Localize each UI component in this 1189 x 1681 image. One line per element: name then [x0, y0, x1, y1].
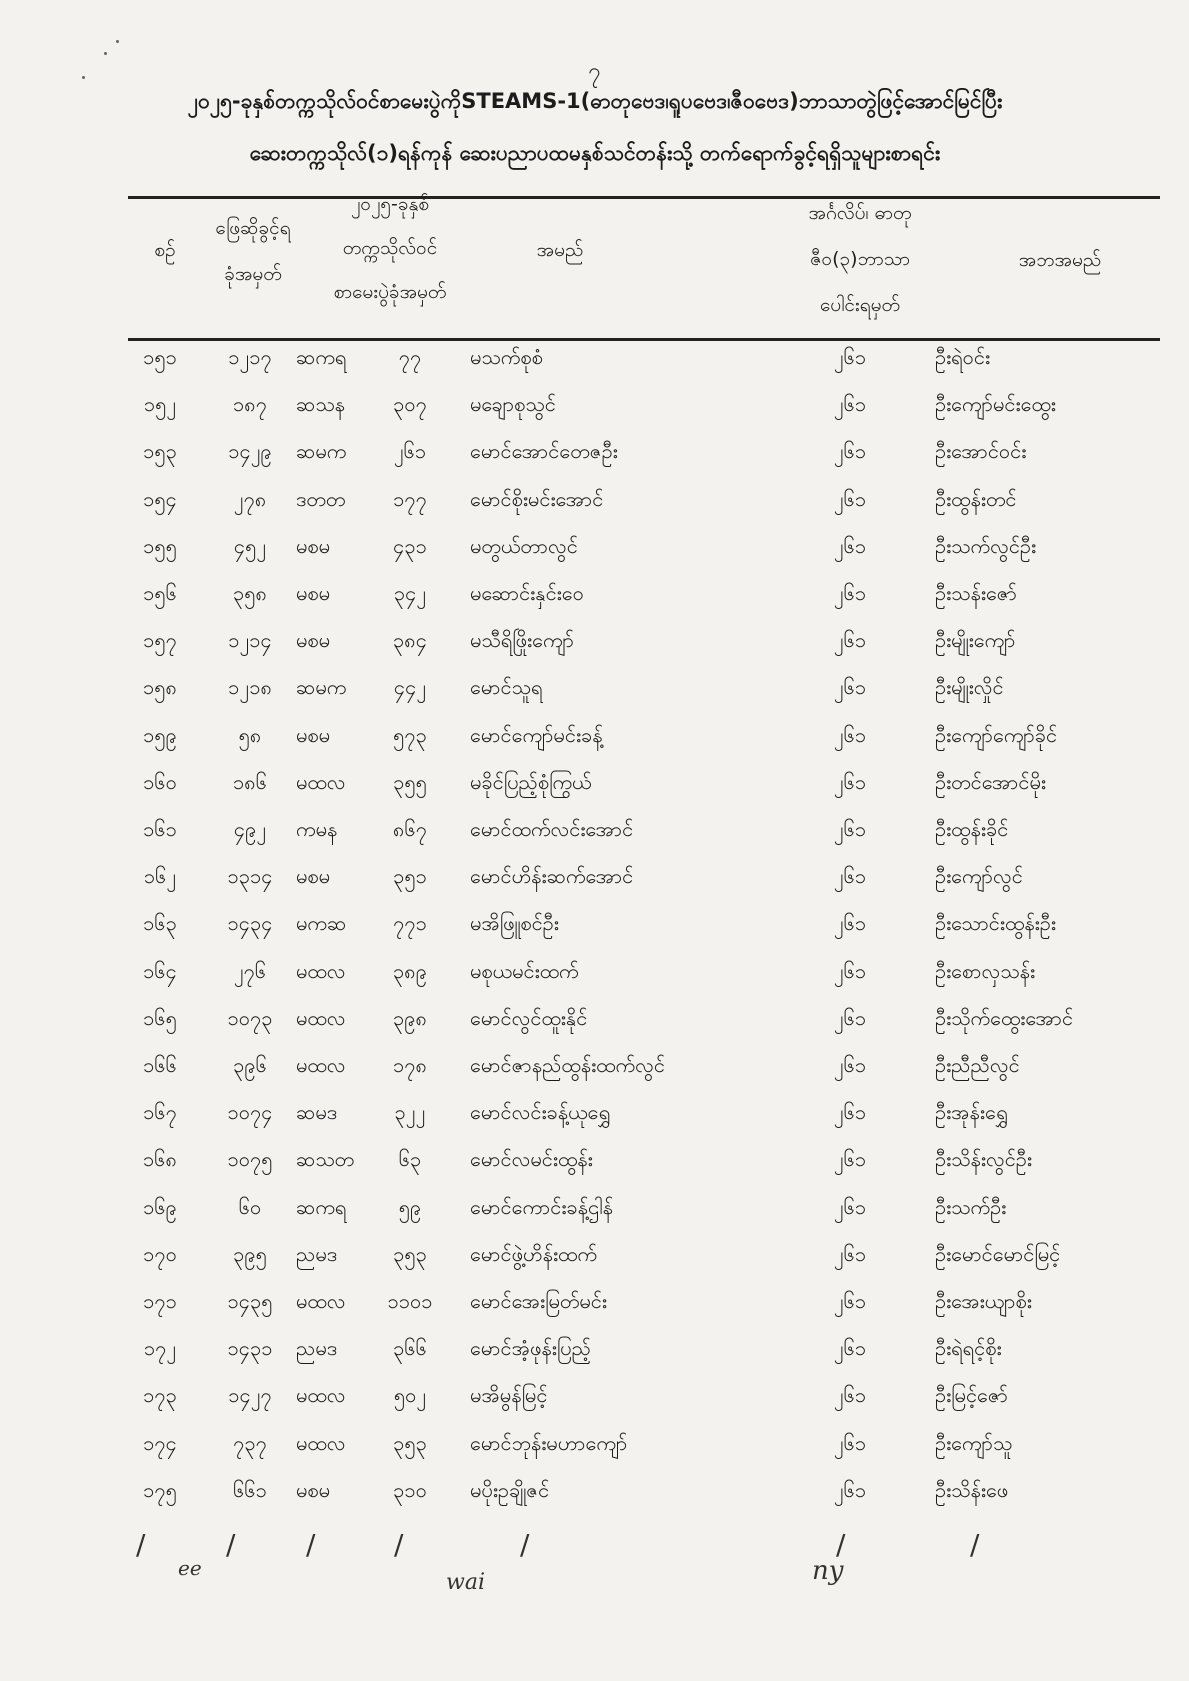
admission-number: ၃၅၈ [233, 581, 267, 605]
father-name: ဦးသိုက်ထွေးအောင် [935, 1005, 1074, 1030]
row-number: ၁၅၇ [143, 628, 177, 653]
father-name: ဦးသောင်းထွန်းဦး [935, 911, 1056, 936]
row-number: ၁၅၈ [143, 675, 177, 700]
exam-seat-number: ၃၁၀ [393, 1477, 427, 1502]
admission-number: ၁၄၂၉ [228, 439, 272, 464]
total-score: ၂၆၁ [833, 628, 867, 653]
admission-number: ၁၀၇၄ [227, 1100, 273, 1125]
admission-number: ၃၉၅ [233, 1241, 267, 1266]
student-name: မောင်ကျော်မင်းခန့် [470, 722, 603, 747]
header-no: စဉ် [154, 239, 176, 261]
admission-number: ၆၀ [238, 1194, 262, 1219]
header-score: အင်္ဂလိပ်၊ ဓာတု ဇီဝ(၃)ဘာသာ ပေါင်းရမှတ် [808, 202, 912, 316]
document-title-line1: ၂၀၂၅-ခုနှစ်တက္ကသိုလ်ဝင်စာမေးပွဲကိုSTEAMS-1(ဓာတုဗေဒ၊ရူပဗေဒ၊ဇီဝဗေဒ)ဘာသာတွဲဖြင့်အောင်မြင်ပြီး [187, 89, 1003, 113]
father-name: ဦးအေးယျာစိုး [935, 1289, 1032, 1313]
student-name: မောင်ထက်လင်းအောင် [470, 817, 634, 841]
admission-number: ၁၂၁၇ [228, 345, 272, 369]
total-score: ၂၆၁ [833, 817, 867, 841]
header-top-rule [128, 196, 1160, 199]
exam-seat-number: ၇၇ [398, 345, 422, 369]
exam-seat-number: ၃၄၂ [393, 581, 427, 605]
exam-center-code: ဆကရ [296, 345, 347, 369]
student-name: မအိဖြူစင်ဦး [470, 911, 559, 936]
admission-number: ၁၈၆ [233, 769, 267, 794]
father-name: ဦးမြင့်ဇော် [935, 1383, 1009, 1408]
exam-center-code: ဆကရ [296, 1194, 347, 1219]
total-score: ၂၆၁ [833, 1241, 867, 1266]
row-number: ၁၆၉ [143, 1194, 177, 1219]
total-score: ၂၆၁ [833, 486, 867, 511]
footer-slash: / [836, 1528, 846, 1561]
total-score: ၂၆၁ [833, 1336, 867, 1361]
student-name: မောင်လမင်းထွန်း [470, 1147, 593, 1172]
total-score: ၂၆၁ [833, 1289, 867, 1313]
exam-center-code: ဆမက [296, 675, 347, 700]
father-name: ဦးကျော်သူ [935, 1430, 1013, 1455]
exam-seat-number: ၁၇၇ [393, 486, 427, 511]
header-admission: ဖြေဆိုခွင့်ရ ခုံအမှတ် [215, 217, 291, 285]
father-name: ဦးမောင်မောင်မြင့် [935, 1241, 1061, 1266]
father-name: ဦးကျော်မင်းထွေး [935, 392, 1056, 417]
father-name: ဦးညီညီလွင် [935, 1053, 1020, 1077]
row-number: ၁၆၇ [143, 1100, 177, 1125]
student-name: မချောစုသွင် [470, 392, 556, 417]
exam-seat-number: ၁၇၈ [393, 1053, 427, 1077]
exam-center-code: မစမ [296, 581, 331, 605]
exam-seat-number: ၃၅၁ [393, 864, 427, 889]
exam-center-code: မထလ [296, 1005, 346, 1030]
total-score: ၂၆၁ [833, 1477, 867, 1502]
exam-seat-number: ၃၀၇ [393, 392, 427, 417]
total-score: ၂၆၁ [833, 864, 867, 889]
signature-2: wai [446, 1570, 485, 1595]
total-score: ၂၆၁ [833, 345, 867, 369]
admission-number: ၁၈၇ [233, 392, 267, 417]
row-number: ၁၅၉ [143, 722, 177, 747]
total-score: ၂၆၁ [833, 958, 867, 983]
student-name: မသီရိဖြိုးကျော် [470, 628, 574, 653]
exam-center-code: မထလ [296, 1430, 346, 1455]
admission-number: ၁၄၃၁ [227, 1336, 273, 1361]
student-name: မောင်ဇာနည်ထွန်းထက်လွင် [470, 1053, 665, 1077]
father-name: ဦးစောလှသန်း [935, 958, 1036, 983]
exam-center-code: မထလ [296, 1383, 346, 1408]
father-name: ဦးသက်လွင်ဦး [935, 533, 1037, 558]
row-number: ၁၇၄ [143, 1430, 177, 1455]
father-name: ဦးသန်းဇော် [935, 581, 1017, 605]
student-name: မခိုင်ပြည့်စုံကြွယ် [470, 769, 592, 794]
exam-seat-number: ၃၅၅ [393, 769, 427, 794]
footer-slash: / [306, 1528, 316, 1561]
admission-number: ၃၉၆ [233, 1053, 267, 1077]
exam-seat-number: ၃၉၈ [393, 1005, 427, 1030]
total-score: ၂၆၁ [833, 1383, 867, 1408]
exam-center-code: မထလ [296, 958, 346, 983]
admission-number: ၂၇၈ [233, 486, 267, 511]
row-number: ၁၆၄ [143, 958, 177, 983]
total-score: ၂၆၁ [833, 1100, 867, 1125]
row-number: ၁၆၅ [143, 1005, 177, 1030]
student-name: မစုယမင်းထက် [470, 958, 579, 983]
father-name: ဦးရဲဝင်း [935, 345, 991, 369]
signature-3: ny [812, 1556, 844, 1586]
admission-number: ၁၃၁၄ [227, 864, 273, 889]
row-number: ၁၆၂ [143, 864, 177, 889]
document-title-line2: ဆေးတက္ကသိုလ်(၁)ရန်ကုန် ဆေးပညာပထမနှစ်သင်တန်းသို့ တက်ရောက်ခွင့်ရရှိသူများစာရင်း [249, 141, 941, 165]
exam-center-code: မထလ [296, 769, 346, 794]
total-score: ၂၆၁ [833, 1194, 867, 1219]
header-name: အမည် [536, 239, 584, 261]
father-name: ဦးအောင်ဝင်း [935, 439, 1027, 464]
row-number: ၁၆၁ [143, 817, 177, 841]
admission-number: ၆၆၁ [233, 1477, 267, 1502]
student-name: မပိုးဥချိုဇင် [470, 1477, 550, 1502]
father-name: ဦးထွန်းခိုင် [935, 817, 1009, 841]
father-name: ဦးကျော်လွင် [935, 864, 1023, 889]
exam-seat-number: ၃၆၆ [393, 1336, 427, 1361]
exam-center-code: ဆမက [296, 439, 347, 464]
total-score: ၂၆၁ [833, 675, 867, 700]
exam-center-code: မကဆ [296, 911, 347, 936]
exam-center-code: ဆသတ [296, 1147, 355, 1172]
student-name: မောင်လွင်ထူးနိုင် [470, 1005, 588, 1030]
page-number: ၇ [588, 59, 601, 84]
row-number: ၁၅၃ [143, 439, 177, 464]
admission-number: ၁၄၃၄ [227, 911, 273, 936]
exam-center-code: မထလ [296, 1053, 346, 1077]
row-number: ၁၇၂ [143, 1336, 177, 1361]
total-score: ၂၆၁ [833, 1053, 867, 1077]
exam-center-code: မထလ [296, 1289, 346, 1313]
exam-seat-number: ၃၂၂ [394, 1100, 426, 1125]
student-name: မတွယ်တာလွင် [470, 533, 578, 558]
student-name: မသက်စုစံ [470, 345, 543, 369]
row-number: ၁၅၅ [143, 533, 177, 558]
father-name: ဦးထွန်းတင် [935, 486, 1017, 511]
exam-seat-number: ၄၄၂ [393, 675, 427, 700]
total-score: ၂၆၁ [833, 911, 867, 936]
row-number: ၁၆၆ [143, 1053, 177, 1077]
exam-seat-number: ၇၇၁ [393, 911, 427, 936]
exam-center-code: မစမ [296, 533, 331, 558]
exam-center-code: မစမ [296, 1477, 331, 1502]
row-number: ၁၅၆ [143, 581, 177, 605]
exam-center-code: ဆသန [296, 392, 346, 417]
father-name: ဦးသက်ဦး [935, 1194, 1007, 1219]
row-number: ၁၆၃ [143, 911, 177, 936]
total-score: ၂၆၁ [833, 1005, 867, 1030]
total-score: ၂၆၁ [833, 392, 867, 417]
father-name: ဦးသိန်းလွင်ဦး [935, 1147, 1032, 1172]
exam-seat-number: ၃၅၃ [393, 1241, 427, 1266]
student-name: မောင်လင်းခန့်ယုရွှေ [470, 1100, 611, 1125]
admission-number: ၄၉၂ [233, 817, 267, 841]
admission-number: ၄၅၂ [233, 533, 267, 558]
total-score: ၂၆၁ [833, 722, 867, 747]
admission-number: ၅၈ [238, 722, 262, 747]
row-number: ၁၅၁ [143, 345, 177, 369]
father-name: ဦးရဲရင့်စိုး [935, 1336, 1002, 1361]
footer-slash: / [136, 1528, 146, 1561]
admission-number: ၁၄၃၅ [227, 1289, 273, 1313]
exam-seat-number: ၆၃ [398, 1147, 422, 1172]
total-score: ၂၆၁ [833, 1147, 867, 1172]
father-name: ဦးတင်အောင်မိုး [935, 769, 1046, 794]
header-father: အဘအမည် [1018, 249, 1102, 271]
student-name: မောင်အောင်တေဇဦး [470, 439, 618, 464]
exam-seat-number: ၃၈၄ [393, 628, 427, 653]
row-number: ၁၆၈ [143, 1147, 177, 1172]
student-name: မောင်ကောင်းခန့်ဌါန် [470, 1194, 613, 1219]
father-name: ဦးကျော်ကျော်ခိုင် [935, 722, 1058, 747]
total-score: ၂၆၁ [833, 769, 867, 794]
total-score: ၂၆၁ [833, 1430, 867, 1455]
student-name: မောင်ဘုန်းမဟာကျော် [470, 1430, 628, 1455]
exam-center-code: ညမဒ [296, 1241, 338, 1266]
header-exam-seat: ၂၀၂၅-ခုနှစ် တက္ကသိုလ်ဝင် စာမေးပွဲခုံအမှတ် [333, 193, 447, 303]
total-score: ၂၆၁ [833, 581, 867, 605]
exam-center-code: ဒတတ [296, 486, 346, 511]
father-name: ဦးမျိုးလှိုင် [935, 675, 1004, 700]
student-name: မအိမွန်မြင့် [470, 1383, 548, 1408]
exam-seat-number: ၈၆၇ [393, 817, 427, 841]
student-name: မောင်ဖွဲ့ဟိန်းထက် [470, 1241, 597, 1266]
exam-center-code: ကမန [296, 817, 338, 841]
admission-number: ၁၂၁၄ [228, 628, 272, 653]
admission-number: ၁၀၇၅ [227, 1147, 273, 1172]
student-name: မောင်အေးမြတ်မင်း [470, 1289, 607, 1313]
admission-number: ၁၂၁၈ [228, 675, 272, 700]
row-number: ၁၆၀ [143, 769, 177, 794]
footer-slash: / [226, 1528, 236, 1561]
father-name: ဦးအုန်းရွှေ [935, 1100, 1008, 1125]
exam-seat-number: ၅၇၃ [393, 722, 427, 747]
row-number: ၁၇၃ [143, 1383, 177, 1408]
admission-number: ၇၃၇ [233, 1430, 267, 1455]
total-score: ၂၆၁ [833, 533, 867, 558]
admission-number: ၁၀၇၃ [227, 1005, 273, 1030]
header-bottom-rule [128, 338, 1160, 341]
student-name: မောင်အံ့ဖုန်းပြည့် [470, 1336, 591, 1361]
student-name: မောင်စိုးမင်းအောင် [470, 486, 604, 511]
exam-center-code: ဆမဒ [296, 1100, 338, 1125]
scan-speck [116, 40, 119, 43]
student-name: မဆောင်းနှင်းဝေ [470, 581, 584, 605]
row-number: ၁၇၅ [143, 1477, 177, 1502]
exam-seat-number: ၅၉ [398, 1194, 422, 1219]
father-name: ဦးသိန်းဖေ [935, 1477, 1009, 1502]
row-number: ၁၇၀ [143, 1241, 177, 1266]
total-score: ၂၆၁ [833, 439, 867, 464]
row-number: ၁၇၁ [143, 1289, 177, 1313]
scan-speck [104, 52, 107, 55]
exam-center-code: မစမ [296, 628, 331, 653]
exam-center-code: မစမ [296, 864, 331, 889]
footer-slash: / [394, 1528, 404, 1561]
row-number: ၁၅၄ [143, 486, 177, 511]
footer-slash: / [520, 1528, 530, 1561]
exam-seat-number: ၃၅၃ [393, 1430, 427, 1455]
exam-seat-number: ၂၆၁ [393, 439, 427, 464]
admission-number: ၁၄၂၇ [228, 1383, 272, 1408]
admission-number: ၂၇၆ [233, 958, 267, 983]
exam-center-code: မစမ [296, 722, 331, 747]
father-name: ဦးမျိုးကျော် [935, 628, 1016, 653]
exam-seat-number: ၃၈၉ [393, 958, 427, 983]
row-number: ၁၅၂ [143, 392, 177, 417]
student-name: မောင်သူရ [470, 675, 543, 700]
student-name: မောင်ဟိန်းဆက်အောင် [470, 864, 634, 889]
exam-seat-number: ၄၃၁ [393, 533, 427, 558]
exam-seat-number: ၅၀၂ [393, 1383, 427, 1408]
exam-seat-number: ၁၁၀၁ [387, 1289, 433, 1313]
footer-slash: / [970, 1528, 980, 1561]
signature-1: ee [178, 1556, 202, 1580]
exam-center-code: ညမဒ [296, 1336, 338, 1361]
